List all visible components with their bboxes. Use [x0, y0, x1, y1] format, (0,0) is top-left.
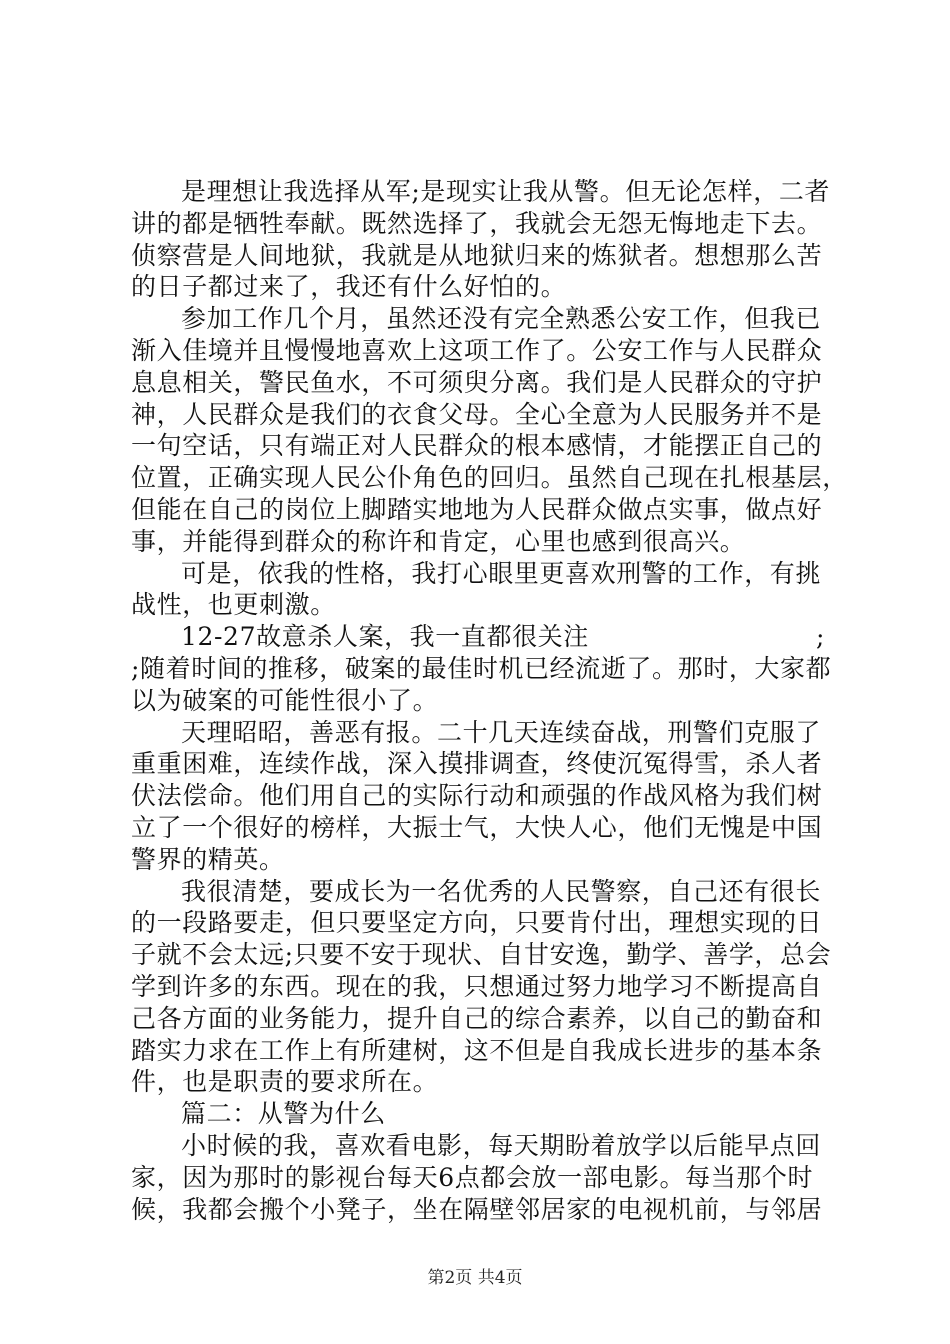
text-line: 渐入佳境并且慢慢地喜欢上这项工作了。公安工作与人民群众: [131, 335, 823, 365]
text-line: 天理昭昭，善恶有报。二十几天连续奋战，刑警们克服了: [181, 717, 822, 747]
text-line: 事，并能得到群众的称许和肯定，心里也感到很高兴。: [131, 526, 746, 556]
text-line: 我很清楚，要成长为一名优秀的人民警察，自己还有很长: [181, 876, 822, 906]
text-line: 可是，依我的性格，我打心眼里更喜欢刑警的工作，有挑: [181, 558, 822, 588]
text-line: 警界的精英。: [131, 844, 285, 874]
text-line: 神，人民群众是我们的衣食父母。全心全意为人民服务并不是: [131, 399, 823, 429]
text-line: 踏实力求在工作上有所建树，这不但是自我成长进步的基本条: [131, 1035, 823, 1065]
document-body: [131, 176, 848, 1225]
text-line: 重重困难，连续作战，深入摸排调查，终使沉冤得雪，杀人者: [131, 749, 823, 779]
text-line-main: 12-27故意杀人案，我一直都很关注: [181, 622, 589, 652]
text-line: 息息相关，警民鱼水，不可须臾分离。我们是人民群众的守护: [131, 367, 823, 397]
text-line: 一句空话，只有端正对人民群众的根本感情，才能摆正自己的: [131, 431, 823, 461]
text-line: 伏法偿命。他们用自己的实际行动和顽强的作战风格为我们树: [131, 781, 823, 811]
text-line: 件，也是职责的要求所在。: [131, 1067, 439, 1097]
text-line: 位置，正确实现人民公仆角色的回归。虽然自己现在扎根基层，: [131, 463, 848, 493]
text-line: 是理想让我选择从军;是现实让我从警。但无论怎样，二者: [181, 177, 831, 206]
text-line: 但能在自己的岗位上脚踏实地地为人民群众做点实事，做点好: [131, 494, 823, 524]
page-number: 第2页 共4页: [427, 1268, 523, 1288]
text-line: 的日子都过来了，我还有什么好怕的。: [131, 272, 567, 302]
text-line: 参加工作几个月，虽然还没有完全熟悉公安工作，但我已: [181, 304, 822, 334]
text-line: 的一段路要走，但只要坚定方向，只要肯付出，理想实现的日: [131, 908, 823, 938]
text-line: ;随着时间的推移，破案的最佳时机已经流逝了。那时，大家都: [131, 653, 832, 683]
text-line: 以为破案的可能性很小了。: [131, 685, 439, 715]
text-line-trailing: ;: [815, 622, 825, 652]
text-line: 立了一个很好的榜样，大振士气，大快人心，他们无愧是中国: [131, 812, 823, 842]
text-line: 家，因为那时的影视台每天6点都会放一部电影。每当那个时: [131, 1162, 814, 1192]
text-line: 候，我都会搬个小凳子，坐在隔壁邻居家的电视机前，与邻居: [131, 1194, 823, 1224]
text-line: 己各方面的业务能力，提升自己的综合素养，以自己的勤奋和: [131, 1003, 823, 1033]
text-line: 讲的都是牺牲奉献。既然选择了，我就会无怨无悔地走下去。: [131, 208, 823, 238]
text-line: 战性，也更刺激。: [131, 590, 336, 620]
text-line: 小时候的我，喜欢看电影，每天期盼着放学以后能早点回: [181, 1130, 822, 1160]
text-line: 侦察营是人间地狱，我就是从地狱归来的炼狱者。想想那么苦: [131, 240, 823, 270]
text-line: 学到许多的东西。现在的我，只想通过努力地学习不断提高自: [131, 971, 823, 1001]
text-line-split: [131, 621, 831, 653]
section-heading: 篇二：从警为什么: [181, 1099, 386, 1129]
text-line: 子就不会太远;只要不安于现状、自甘安逸，勤学、善学，总会: [131, 940, 832, 970]
